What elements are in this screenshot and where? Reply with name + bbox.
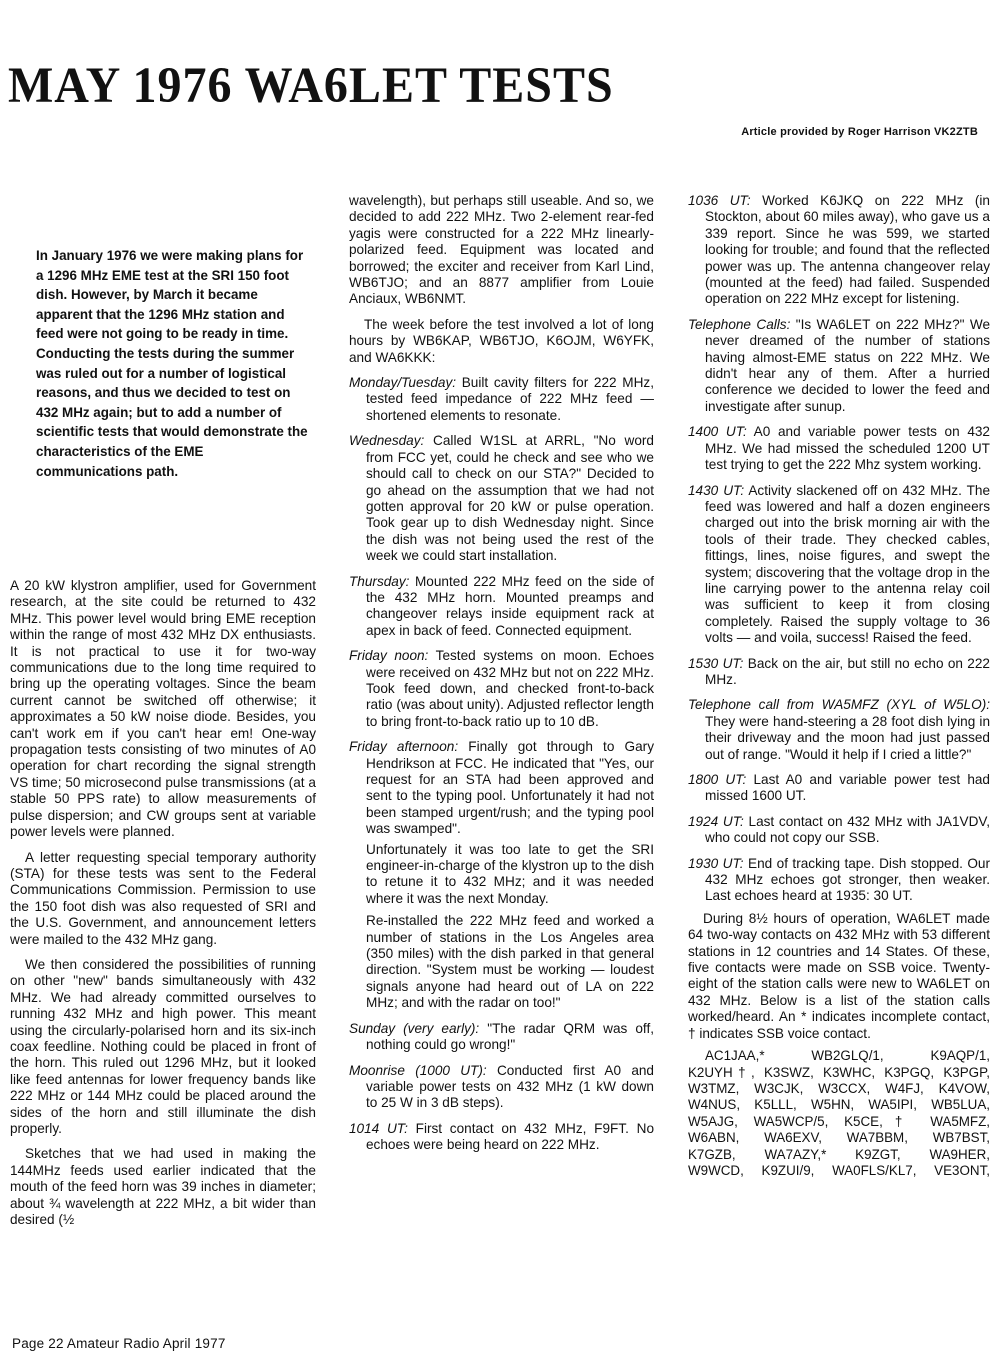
call-list-line: AC1JAA,* WB2GLQ/1, K9AQP/1, (705, 1048, 990, 1064)
log-entry-heading: Friday afternoon: (349, 739, 459, 755)
log-entry-text: Mounted 222 MHz feed on the side of the 432 MHz horn. Mounted preamps and changeover relays inside equipment rack at apex in back of feed. Connected equipment. (366, 573, 654, 638)
col1-paragraph: We then considered the possibilities of running on other "new" bands simultaneously with 432 MHz. We had already committed ourselves to running 432 MHz and high power. This meant using the circularly-polarised horn and its six-inch coax feedline. Nothing could be placed in front of the horn. This ruled out 1296 MHz, but it looked like feed antennas for lower frequency bands like 222 MHz or 144 MHz could be placed around the sides of the horn and still illuminate the dish properly. (10, 956, 316, 1136)
article-credit: Article provided by Roger Harrison VK2ZTB (741, 126, 978, 138)
col1-paragraph: A 20 kW klystron amplifier, used for Government research, at the site could be returned to 432 MHz. This power level would bring EME reception within the range of most 432 MHz DX enthusiasts. It is not practical to use it for two-way communications due to the long time required to bring up the operating voltages. Since the beam current cannot be switched off otherwise; it approximates a 50 kW noise diode. Besides, you can't work em if you can't hear em! One-way propagation tests consisting of two minutes of A0 operation for chart recording the signal strength VS time; 50 microsecond pulse transmissions (at a stable 50 PPS rate) to allow measurements of pulse dispersion; and CW groups sent at variable power levels were planned. (10, 578, 316, 840)
call-list-line: W3TMZ, W3CJK, W3CCX, W4FJ, K4VOW, (688, 1080, 990, 1096)
call-list-line: W5AJG, WA5WCP/5, K5CE,† WA5MFZ, (688, 1113, 990, 1129)
log-entry-heading: Telephone call from WA5MFZ (XYL of W5LO): (688, 697, 990, 713)
log-entry (349, 375, 654, 424)
log-entry-text: Tested systems on moon. Echoes were received on 432 MHz but not on 222 MHz. Took feed down, and checked front-to-back ratio (was about unity). Adjusted reflector length to bring front-to-back ratio up to 10 dB. (366, 648, 655, 729)
log-entry (349, 574, 654, 640)
log-entry (349, 1021, 654, 1054)
log-entry (688, 424, 990, 473)
log-entry (688, 483, 990, 647)
log-entry-heading: 1430 UT: (688, 482, 745, 498)
log-entry-text: Back on the air, but still no echo on 222 MHz. (705, 655, 990, 687)
col1-paragraph: Sketches that we had used in making the 144MHz feeds used earlier indicated that the mouth of the feed horn was 39 inches in diameter; about ¾ wavelength at 222 MHz, a bit wider than desired (½ (10, 1146, 316, 1228)
log-entry-text: Last A0 and variable power test had missed 1600 UT. (705, 772, 990, 804)
col2-paragraph: wavelength), but perhaps still useable. And so, we decided to add 222 MHz. Two 2-element rear-fed yagis were constructed for a 222 MHz linearly-polarized feed. Equipment was located and borrowed; the exciter and receiver from Karl Lind, WB6TJO; and an 8877 amplifier from Louie Anciaux, WB6NMT. (349, 193, 654, 307)
summary-paragraph: During 8½ hours of operation, WA6LET made 64 two-way contacts on 432 MHz with 53 different stations in 12 countries and 14 States. Of these, five contacts were made on SSB voice. Twenty-eight of the station calls were new to WA6LET on 432 MHz. Below is a list of the station calls worked/heard. An * indicates incomplete contact, † indicates SSB voice contact. (688, 910, 990, 1041)
log-entry-continuation: Re-installed the 222 MHz feed and worked a number of stations in the Los Angeles area (350 miles) with the dish parked in that general direction. "System must be working — loudest signals anyone had heard out of LA on 222 MHz; and with the radar on too!" (366, 913, 654, 1011)
log-entry-heading: 1924 UT: (688, 813, 744, 829)
log-entry-heading: Wednesday: (349, 433, 425, 449)
log-entry (349, 1063, 654, 1112)
log-entry (349, 739, 654, 837)
log-entry-heading: Friday noon: (349, 648, 429, 664)
log-entry-heading: 1530 UT: (688, 655, 744, 671)
call-list-line: K7GZB, WA7AZY,* K9ZGT, WA9HER, (688, 1146, 990, 1162)
log-entry (688, 697, 990, 763)
log-entry-heading: Monday/Tuesday: (349, 375, 457, 391)
call-list-line: W6ABN, WA6EXV, WA7BBM, WB7BST, (688, 1130, 990, 1146)
log-entry-text: "The radar QRM was off, nothing could go wrong!" (366, 1020, 654, 1053)
log-entry-heading: 1800 UT: (688, 772, 747, 787)
call-list-line: W9WCD, K9ZUI/9, WA0FLS/KL7, VE3ONT, (688, 1162, 990, 1178)
column-2 (349, 193, 654, 1163)
log-entry-text: First contact on 432 MHz, F9FT. No echoes were being heard on 222 MHz. (366, 1120, 655, 1153)
log-entry-heading: 1036 UT: (688, 193, 751, 208)
log-entry (688, 856, 990, 905)
log-entry-text: Called W1SL at ARRL, "No word from FCC yet, could he check and see who we should call to check on our STA?" Decided to go ahead on the assumption that we had not gotten approval for 20 kW or pulse operation. Took gear up to dish Wednesday night. Since the dish was not being used the rest of the week we could start installation. (366, 433, 654, 564)
log-entry-text: They were hand-steering a 28 foot dish lying in their driveway and the moon had just passed out of range. "Would it help if I cried a little?" (705, 713, 990, 762)
log-entry-continuation: Unfortunately it was too late to get the SRI engineer-in-charge of the klystron up to the dish to retune it to 432 MHz; and it was needed where it was the next Monday. (366, 841, 654, 906)
log-entry-heading: Thursday: (349, 573, 410, 589)
log-entry-heading: 1014 UT: (349, 1120, 408, 1136)
log-entry-text: Built cavity filters for 222 MHz, tested feed impedance of 222 MHz feed — shortened elements to resonate. (366, 375, 654, 423)
log-entry (349, 648, 654, 730)
log-entry-heading: Sunday (very early): (349, 1020, 480, 1036)
log-entry-text: Activity slackened off on 432 MHz. The feed was lowered and half a dozen engineers charged out into the brisk morning air with the tools of their trade. They checked cables, fittings, lines, noise figures, and swept the system; discovering that the voltage drop in the line carrying power to the antenna relay coil was sufficient to keep it from closing completely. Raised the supply voltage to 36 volts — and voila, success! Raised the feed. (705, 482, 991, 646)
col1-paragraph: A letter requesting special temporary authority (STA) for these tests was sent to the Federal Communications Commission. Permission to use the 150 foot dish was also requested of SRI and the U.S. Government, and announcement letters were mailed to the 432 MHz gang. (10, 849, 316, 947)
log-entry-heading: Moonrise (1000 UT): (349, 1062, 487, 1078)
log-entry-text: A0 and variable power tests on 432 MHz. We had missed the scheduled 1200 UT test trying to get the 222 Mhz system working. (705, 424, 990, 473)
col2-paragraph: The week before the test involved a lot of long hours by WB6KAP, WB6TJO, K6OJM, W6YFK, and WA6KKK: (349, 316, 654, 365)
log-entry (688, 814, 990, 847)
log-entry (688, 193, 990, 308)
page-title: MAY 1976 WA6LET TESTS (8, 57, 614, 114)
log-entry (349, 433, 654, 564)
log-entry (349, 1121, 654, 1154)
log-entry (688, 772, 990, 805)
log-entry (688, 656, 990, 689)
log-entry-heading: Telephone Calls: (688, 316, 791, 332)
column-1 (10, 578, 316, 1237)
intro-paragraph (36, 246, 308, 481)
log-entry-text: Finally got through to Gary Hendrikson at FCC. He indicated that "Yes, our request for an STA had been approved and sent to the typing pool. Unfortunately it had not been stamped urgent/rush; and the typing pool was swamped". (366, 739, 654, 837)
call-list-line: K2UYH†, K3SWZ, K3WHC, K3PGQ, K3PGP, (688, 1064, 990, 1080)
page-footer: Page 22 Amateur Radio April 1977 (12, 1336, 226, 1351)
call-list-line: W4NUS, K5LLL, W5HN, WA5IPI, WB5LUA, (688, 1097, 990, 1113)
intro-text: In January 1976 we were making plans for a 1296 MHz EME test at the SRI 150 foot dish. However, by March it became apparent that the 1296 MHz station and feed were not going to be ready in time. Conducting the tests during the summer was ruled out for a number of logistical reasons, and thus we decided to test on 432 MHz again; but to add a number of scientific tests that would demonstrate the characteristics of the EME communications path. (36, 248, 308, 479)
log-entry-text: End of tracking tape. Dish stopped. Our 432 MHz echoes got stronger, then weaker. Last echoes heard at 1935: 30 UT. (705, 855, 990, 904)
log-entry-text: Conducted first A0 and variable power tests on 432 MHz (1 kW down to 25 W in 3 dB steps). (366, 1062, 654, 1111)
log-entry-text: "Is WA6LET on 222 MHz?" We never dreamed of the number of stations having almost-EME status on 222 MHz. We didn't hear any of them. After a hurried conference we decided to lower the feed and investigate after sunup. (705, 316, 990, 414)
log-entry-heading: 1930 UT: (688, 855, 744, 871)
log-entry-heading: 1400 UT: (688, 424, 747, 440)
log-entry-text: Last contact on 432 MHz with JA1VDV, who could not copy our SSB. (705, 813, 991, 846)
log-entry (688, 317, 990, 415)
log-entry-text: Worked K6JKQ on 222 MHz (in Stockton, about 60 miles away), who gave us a 339 report. Since he was 599, we started looking for trouble; and found that the reflected power was up. The antenna changeover relay (mounted at the feed) had failed. Suspended operation on 222 MHz except for listening. (705, 193, 990, 307)
station-call-list (688, 1048, 990, 1179)
column-3 (688, 193, 990, 1179)
